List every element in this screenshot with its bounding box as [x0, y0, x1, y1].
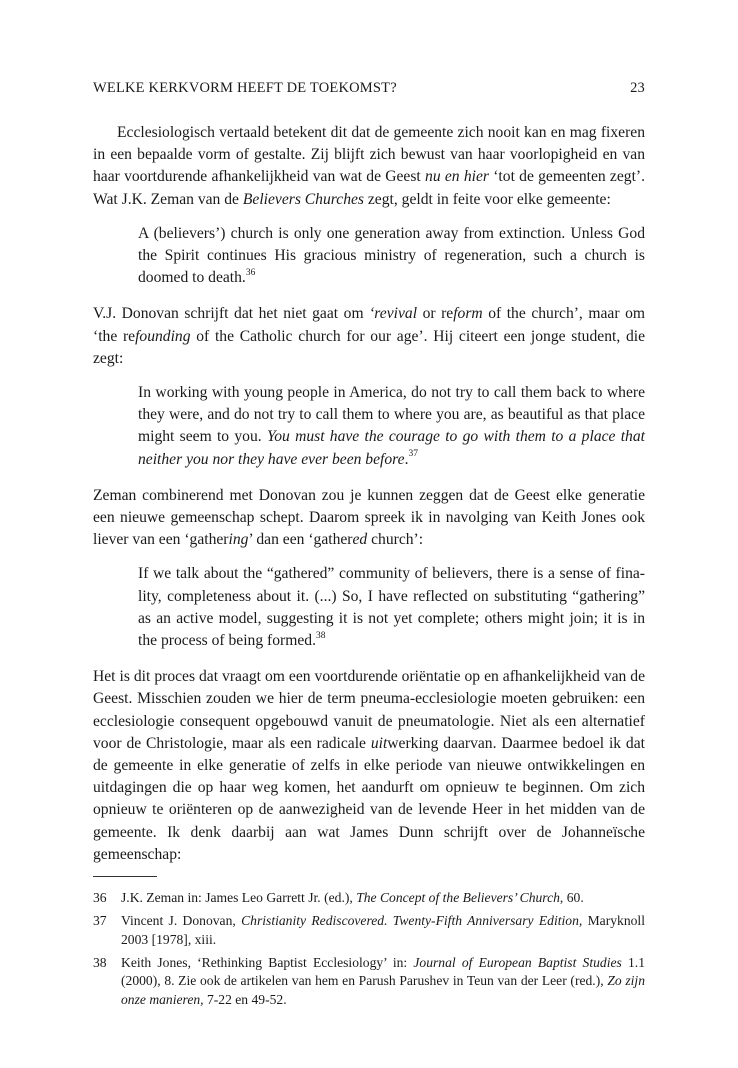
fn36-text-a: J.K. Zeman in: James Leo Garrett Jr. (ed.),	[121, 890, 357, 905]
p2-italic-form: form	[453, 305, 483, 323]
block-quote-1	[93, 223, 645, 290]
p3-text-a: Zeman combinerend met Donovan zou je kunnen zeggen dat de Geest elke generatie een nieuwe gemeenschap schept. Daarom spreek ik in navolging van Keith Jones ook liever van een ‘gather	[93, 486, 645, 549]
p4-text-c: werking daarvan. Daarmee bedoel ik dat de gemeente in elke generatie of zelfs in elke periode van nieuwe ontwikkelingen en uitdagingen die op haar weg komen, het aandurft om opnieuw te beginnen. Om zich opnieuw te oriënteren op de aanwezigheid van de levende Heer in het midden van de gemeente. Ik denk daarbij aan wat James Dunn schrijft over de Johanneïsche gemeenschap:	[93, 734, 645, 863]
fn37-italic-title: Christianity Rediscovered. Twenty-Fifth Anniversary Edition,	[241, 913, 583, 929]
p2-text-d: or re	[417, 305, 454, 323]
fn38-text-e: 7-22 en 49-52.	[203, 991, 287, 1007]
paragraph-4	[93, 666, 645, 866]
paragraph-1	[93, 122, 645, 211]
p1-text-e: zegt, geldt in feite voor elke gemeente:	[363, 190, 611, 208]
footnote-ref-36: 36	[245, 268, 256, 279]
footnote-38	[93, 954, 645, 1009]
footnote-number: 38	[93, 954, 107, 970]
block-quote-2	[93, 382, 645, 471]
footnotes	[93, 889, 645, 1014]
p2-italic-vival: vival	[386, 305, 418, 323]
footnote-ref-38: 38	[315, 630, 326, 641]
footnote-number: 37	[93, 913, 107, 929]
p3-italic-ing: ing	[228, 531, 249, 549]
p2-text-a: V.J. Donovan schrijft dat het niet gaat om	[93, 305, 370, 323]
block-quote-3	[93, 563, 645, 652]
fn37-text-a: Vincent J. Donovan,	[121, 913, 242, 929]
p3-text-c: ’ dan een ‘gather	[248, 531, 353, 549]
p1-text-c: ‘tot de gemeenten zegt’. Wat J.K. Zeman van de	[93, 168, 645, 208]
footnote-separator	[93, 876, 157, 877]
p1-italic-nu-en-hier: nu en hier	[425, 168, 489, 186]
footnote-text	[121, 954, 645, 1009]
footnote-36	[93, 889, 645, 907]
p3-text-e: church’:	[367, 531, 424, 549]
p1-text-a: Ecclesiologisch vertaald betekent dit dat de gemeente zich nooit kan en mag fixeren in een bepaalde vorm of gestalte. Zij blijft zich bewust van haar voorlopigheid en van haar voortdurende afhankelijkheid van wat de Geest	[93, 124, 645, 186]
p3-italic-ed: ed	[352, 531, 368, 549]
running-header	[93, 80, 645, 97]
main-text	[93, 122, 645, 866]
running-title: WELKE KERKVORM HEEFT DE TOEKOMST?	[93, 80, 397, 96]
q2-italic: You must have the courage to go with them to a place that neither you nor they have ever been before	[138, 428, 645, 468]
footnote-text	[121, 889, 645, 907]
p1-italic-believers-churches: Believers Churches	[242, 190, 364, 208]
fn36-text-c: , 60.	[559, 890, 584, 905]
p4-text-a: Het is dit proces dat vraagt om een voortdurende oriëntatie op en afhankelijkheid van de Geest. Misschien zouden we hier de term pneuma-ecclesiologie moeten gebruiken: een ecclesiologie consequent opgebouwd vanuit de pneumatologie. Niet als een alternatief voor de Christologie, maar als een radicale	[93, 668, 645, 752]
p2-italic-quote-open: ‘re	[369, 305, 387, 323]
paragraph-2	[93, 303, 645, 370]
footnote-ref-37: 37	[408, 449, 418, 460]
fn38-text-a: Keith Jones, ‘Rethinking Baptist Ecclesiology’ in:	[121, 954, 414, 970]
p2-text-h: of the Catholic church for our age’. Hij citeert een jonge student, die zegt:	[93, 327, 645, 367]
page-number: 23	[630, 80, 645, 96]
paragraph-3	[93, 485, 645, 552]
fn37-text-c: Maryknoll 2003 [1978], xiii.	[121, 913, 645, 947]
p2-text-f: of the church’, maar om ‘the re	[93, 305, 645, 345]
footnote-37	[93, 912, 645, 949]
q2-text-c: .	[404, 450, 409, 468]
fn36-italic-title: The Concept of the Believers’ Church	[356, 890, 560, 905]
fn38-italic-title: Zo zijn onze manieren,	[121, 973, 645, 1007]
footnote-number: 36	[93, 890, 107, 905]
p2-italic-founding: founding	[135, 327, 191, 345]
q2-text-a: In working with young people in America, do not try to call them back to where they were, and do not try to call them to where you are, as beautiful as that place might seem to you.	[138, 384, 645, 446]
p4-italic-uit: uit	[370, 734, 388, 752]
fn38-text-c: 1.1 (2000), 8. Zie ook de artikelen van hem en Parush Parushev in Teun van der Leer (red.),	[121, 954, 645, 989]
q1-text: A (believers’) church is only one generation away from extinction. Unless God the Spirit continues His gracious ministry of regeneration, such a church is doomed to death.	[138, 224, 645, 287]
fn38-italic-journal: Journal of European Baptist Studies	[413, 954, 622, 970]
footnote-text	[121, 912, 645, 949]
q3-text: If we talk about the “gathered” community of believers, there is a sense of finality, completeness about it. (...) So, I have reflected on substituting “gathering” as an active model, suggesting it is not yet complete; others might join; it is in the process of being formed.	[138, 565, 645, 650]
